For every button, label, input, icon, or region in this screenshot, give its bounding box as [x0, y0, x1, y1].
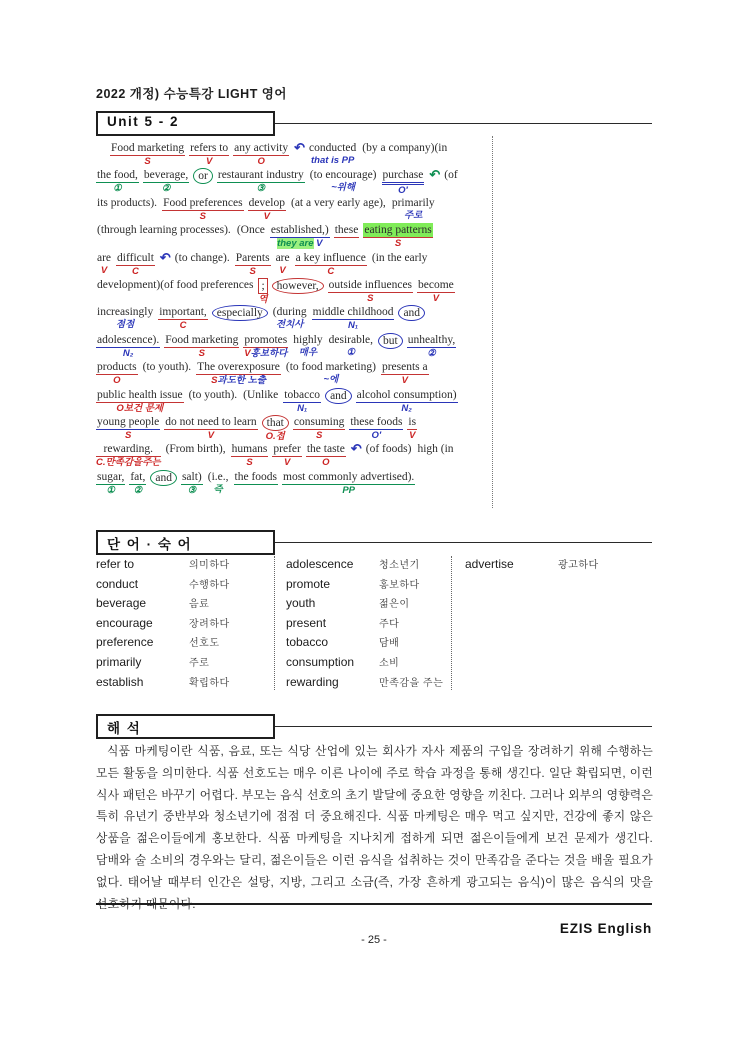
grammar-annotation: N₁	[297, 402, 308, 414]
arrow-icon: ↶	[429, 167, 441, 183]
vocab-meaning: 소비	[379, 657, 400, 669]
grammar-annotation: V	[283, 457, 291, 469]
grammar-annotation: that is PP	[311, 155, 355, 166]
passage-segment: and	[398, 305, 425, 321]
grammar-annotation: V	[279, 264, 286, 276]
vocab-meaning: 주로	[189, 657, 210, 669]
vocab-row	[286, 556, 451, 576]
vocab-word: refer to	[96, 557, 135, 571]
grammar-annotation: S과도한 노출	[211, 375, 266, 387]
passage-segment: fat, ②	[130, 470, 146, 496]
unit-rule	[275, 123, 652, 136]
passage-line	[96, 360, 492, 387]
vocab-meaning: 담배	[379, 638, 400, 650]
grammar-annotation: ~에	[323, 374, 339, 386]
passage-segment: (in the early	[371, 251, 428, 264]
passage-segment: alcohol consumption) N₂	[356, 388, 457, 414]
grammar-annotation: ②	[427, 347, 436, 359]
passage-segment: are V	[275, 251, 290, 276]
passage-segment: and	[150, 470, 177, 486]
unit-bar	[96, 111, 652, 136]
vocab-row	[96, 654, 274, 674]
passage-segment: become V	[418, 278, 454, 304]
passage-segment: but	[378, 333, 403, 349]
grammar-annotation: V	[205, 156, 213, 167]
passage-segment: (to food marketing) ~에	[285, 361, 376, 386]
vocab-word: present	[286, 615, 327, 630]
vocab-word: establish	[96, 674, 144, 689]
passage-segment: Food marketing S	[165, 333, 239, 359]
vocab-meaning: 확립하다	[189, 677, 230, 689]
grammar-annotation: C.만족감을주는	[96, 457, 161, 469]
grammar-annotation: C	[179, 320, 187, 332]
passage-segment: presents a V	[381, 361, 428, 387]
grammar-annotation: 주로	[404, 209, 423, 221]
vocab-row	[96, 576, 274, 596]
passage-segment: (From birth),	[165, 443, 226, 456]
translation-text: 식품 마케팅이란 식품, 음료, 또는 식당 산업에 있는 회사가 자사 제품의 구입을 장려하기 위해 수행하는 모든 활동을 의미한다. 식품 선호도는 매우 이른 나이에 주로 학습 과정을 통해 생긴다. 일단 확립되면, 이런 식사 패턴은 바꾸기 어렵다. 부모는 음식 선호의 초기 발달에 중요한 영향을 끼친다. 그러나 외부의 영향력은 특히 유년기 중반부와 청소년기에 점점 더 중요해진다. 식품 마케팅은 매우 먹고 싶지만, 건강에 좋지 않은 상품을 젊은이들에게 홍보한다. 식품 마케팅을 지나치게 접하게 되면 젊은이들에게 보건 문제가 생긴다. 담배와 술 소비의 경우와는 달리, 젊은이들은 이런 음식을 섭취하는 것이 만족감을 준다는 것을 배울 필요가 없다. 태어날 때부터 인간은 설탕, 지방, 그리고 소금(즉, 가장 흔하게 광고되는 음식)이 많은 음식의 맛을 선호하기 때문이다.	[96, 744, 653, 911]
vocab-word: beverage	[96, 596, 147, 611]
grammar-annotation: 즉	[213, 483, 223, 495]
passage-segment: public health issue O보건 문제	[97, 388, 183, 414]
grammar-annotation: C	[327, 265, 335, 277]
passage-segment: humans S	[231, 443, 268, 469]
passage-segment: (to youth).	[188, 388, 238, 401]
page-number: - 25 -	[361, 934, 387, 946]
grammar-annotation: S	[315, 429, 323, 441]
passage-segment: rewarding. C.만족감을주는	[96, 443, 161, 469]
footer-rule	[96, 903, 652, 905]
translation-rule	[275, 726, 652, 739]
passage-segment: that O.접	[262, 415, 289, 442]
passage-segment: adolescence). N₂	[97, 333, 160, 359]
passage-segment: middle childhood N₁	[312, 306, 394, 332]
grammar-annotation: S	[198, 347, 206, 359]
passage-segment: prefer V	[273, 443, 301, 469]
passage-segment: is V	[408, 415, 417, 441]
header-title: 2022 개정) 수능특강 LIGHT 영어	[96, 87, 287, 101]
vocab-meaning: 수행하다	[189, 579, 230, 591]
grammar-annotation: O′	[398, 185, 408, 197]
grammar-annotation: N₂	[401, 402, 412, 414]
vocab-word: primarily	[96, 654, 142, 669]
grammar-annotation: ②	[161, 183, 171, 195]
passage-segment: difficult C	[117, 251, 154, 277]
translation-title: 해 석	[107, 721, 142, 736]
grammar-annotation: V	[409, 429, 416, 441]
grammar-annotation: ②	[133, 484, 143, 496]
passage-segment: beverage, ②	[143, 169, 189, 195]
vocab-row	[286, 654, 451, 674]
passage-segment: sugar, ①	[97, 470, 125, 496]
arrow-icon: ↶	[159, 249, 171, 265]
passage-segment: products O	[97, 361, 137, 387]
grammar-annotation: 매우	[298, 346, 318, 358]
passage-segment: unhealthy, ②	[407, 333, 456, 359]
vocab-title: 단 어 · 숙 어	[107, 537, 193, 552]
vocab-row	[286, 595, 451, 615]
passage-line	[96, 388, 492, 415]
passage-segment: highly 매우	[293, 333, 323, 358]
passage-segment: these	[334, 224, 359, 237]
vocab-row	[96, 595, 274, 615]
passage-segment: promotes V홍보하다	[244, 333, 288, 359]
vocab-column	[96, 556, 274, 690]
grammar-annotation: S	[367, 292, 374, 304]
arrow-icon: ↶	[294, 140, 306, 155]
passage-line	[96, 278, 492, 305]
brand-name: EZIS English	[559, 921, 652, 936]
grammar-annotation: V	[100, 264, 108, 276]
grammar-annotation: V	[207, 429, 215, 441]
vocab-rule	[275, 542, 652, 555]
grammar-annotation: 점점	[115, 319, 135, 331]
passage-line	[96, 442, 492, 469]
vocab-row	[465, 556, 652, 576]
passage-segment: (of	[444, 169, 458, 182]
grammar-annotation: ③	[256, 183, 266, 195]
vocab-section-box	[96, 530, 275, 555]
passage-line	[96, 415, 492, 442]
grammar-annotation: ~위해	[331, 182, 356, 194]
vocab-meaning: 만족감을 주는	[379, 677, 444, 689]
grammar-annotation: V	[263, 210, 270, 222]
vocab-row	[96, 674, 274, 694]
unit-label: Unit 5 - 2	[107, 114, 180, 129]
vocab-meaning: 청소년기	[379, 560, 420, 571]
vocab-row	[286, 576, 451, 596]
grammar-annotation: ①	[346, 346, 356, 358]
vocab-column	[451, 556, 652, 690]
grammar-annotation: O	[113, 375, 121, 387]
grammar-annotation: V	[401, 375, 408, 387]
vocab-word: youth	[286, 596, 316, 611]
passage-segment: however,	[272, 278, 324, 294]
grammar-annotation: C	[132, 265, 139, 277]
grammar-annotation: S	[394, 238, 402, 250]
grammar-annotation: N₁	[347, 320, 359, 332]
grammar-annotation: S	[144, 156, 151, 167]
passage-segment: ; 역	[258, 279, 268, 305]
vocab-word: promote	[286, 576, 331, 591]
passage-line	[96, 470, 492, 497]
passage-segment: restaurant industry ③	[217, 169, 304, 195]
passage-segment: purchase O′	[382, 169, 424, 197]
passage-segment: (to change).	[174, 251, 230, 264]
passage-segment: do not need to learn V	[165, 415, 257, 441]
passage-segment: or	[193, 168, 213, 184]
translation-section-box	[96, 714, 275, 739]
passage-line	[96, 333, 492, 360]
passage-segment: (Unlike	[243, 388, 279, 401]
passage-segment: the taste O	[306, 443, 345, 469]
passage-segment: (Once	[236, 224, 265, 237]
vocab-meaning: 음료	[189, 599, 210, 611]
vocab-meaning: 홍보하다	[379, 579, 420, 591]
vocab-meaning: 광고하다	[558, 560, 599, 571]
vocab-word: tobacco	[286, 635, 329, 650]
passage-segment: these foods O′	[350, 415, 403, 441]
passage-segment: especially	[212, 305, 268, 321]
passage-segment: refers to V	[190, 142, 229, 167]
passage-segment: (of foods)	[365, 443, 412, 456]
vocab-row	[96, 556, 274, 576]
vocab-row	[286, 674, 451, 694]
passage-segment: the foods	[234, 470, 278, 483]
grammar-annotation: 전치사	[275, 319, 304, 331]
grammar-annotation: V홍보하다	[244, 347, 288, 359]
grammar-annotation: S	[246, 457, 253, 469]
vocab-word: consumption	[286, 654, 355, 669]
passage-segment: high (in	[417, 443, 454, 456]
vocab-word: rewarding	[286, 674, 339, 689]
passage-segment: outside influences S	[328, 278, 413, 304]
passage-segment: desirable, ①	[328, 333, 374, 358]
passage-segment: (by a company)(in	[362, 142, 448, 154]
passage-segment: (to youth).	[142, 361, 192, 374]
vocab-meaning: 선호도	[189, 638, 220, 650]
passage-segment: and	[325, 388, 352, 404]
vocab-row	[286, 634, 451, 654]
vocab-word: encourage	[96, 615, 153, 630]
passage-line	[96, 141, 492, 168]
vocab-column	[274, 556, 451, 690]
passage-segment: any activity O	[234, 142, 289, 167]
passage-line	[96, 223, 492, 250]
passage-segment: eating patterns S	[364, 224, 432, 250]
passage	[96, 136, 493, 508]
passage-segment: the food, ①	[97, 169, 138, 195]
passage-segment: salt) ③	[181, 470, 202, 496]
passage-line	[96, 168, 492, 195]
grammar-annotation: 역	[258, 293, 268, 305]
passage-segment: develop V	[248, 196, 285, 222]
passage-segment: (during 전치사	[272, 306, 307, 331]
vocab-row	[96, 615, 274, 635]
passage-line	[96, 305, 492, 332]
grammar-annotation: S	[124, 429, 132, 441]
grammar-annotation: O	[322, 457, 330, 469]
arrow-icon: ↶	[350, 441, 362, 457]
vocab-word: conduct	[96, 576, 139, 591]
passage-segment: development)(of food preferences	[97, 278, 254, 291]
grammar-annotation: S	[199, 210, 206, 222]
passage-segment: its products).	[97, 196, 158, 209]
vocab-meaning: 젊은이	[379, 599, 410, 611]
grammar-annotation: ①	[113, 183, 122, 195]
passage-segment: most commonly advertised). PP	[283, 470, 415, 496]
grammar-annotation: ①	[106, 484, 115, 496]
passage-segment: (at a very early age),	[290, 196, 386, 209]
vocab-row	[286, 615, 451, 635]
vocab-meaning: 주다	[379, 618, 400, 630]
passage-segment: consuming S	[293, 415, 345, 441]
passage-segment: (through learning processes).	[97, 224, 231, 237]
passage-segment: conducted that is PP	[309, 142, 357, 166]
translation-bar	[96, 714, 652, 739]
passage-segment: (to encourage) ~위해	[309, 169, 377, 194]
passage-segment: increasingly 점점	[97, 306, 154, 331]
passage-line	[96, 251, 492, 278]
passage-segment: Parents S	[235, 251, 270, 277]
passage-segment: (i.e., 즉	[207, 470, 229, 495]
passage-segment: established,) they are V	[270, 224, 329, 250]
passage-line	[96, 196, 492, 223]
grammar-annotation: ③	[187, 484, 197, 496]
grammar-annotation: N₂	[122, 347, 134, 359]
grammar-annotation: O	[257, 156, 265, 167]
passage-segment: Food preferences S	[163, 196, 243, 222]
vocab-row	[96, 634, 274, 654]
grammar-annotation: S	[249, 265, 256, 277]
passage-segment: Food marketing S	[111, 142, 185, 167]
vocab-bar	[96, 530, 652, 555]
vocab-word: advertise	[465, 557, 514, 571]
passage-segment: a key influence C	[295, 251, 366, 277]
grammar-annotation: V	[432, 292, 440, 304]
passage-segment: important, C	[159, 306, 207, 332]
passage-segment: are V	[97, 251, 112, 276]
passage-segment: tobacco N₁	[284, 388, 321, 414]
unit-box	[96, 111, 275, 136]
grammar-annotation: PP	[342, 484, 355, 496]
grammar-annotation: O′	[371, 429, 382, 441]
vocab-word: adolescence	[286, 557, 354, 571]
vocab-word: preference	[96, 635, 154, 650]
passage-segment: The overexposure S과도한 노출	[197, 361, 280, 387]
passage-segment: primarily 주로	[391, 196, 435, 221]
grammar-annotation: O.접	[265, 430, 285, 442]
grammar-annotation: O보건 문제	[116, 402, 164, 414]
passage-segment: young people S	[97, 415, 160, 441]
vocab-meaning: 장려하다	[189, 618, 230, 630]
vocab-meaning: 의미하다	[189, 560, 230, 571]
vocab-table	[96, 556, 652, 690]
grammar-annotation: they are V	[277, 238, 323, 250]
